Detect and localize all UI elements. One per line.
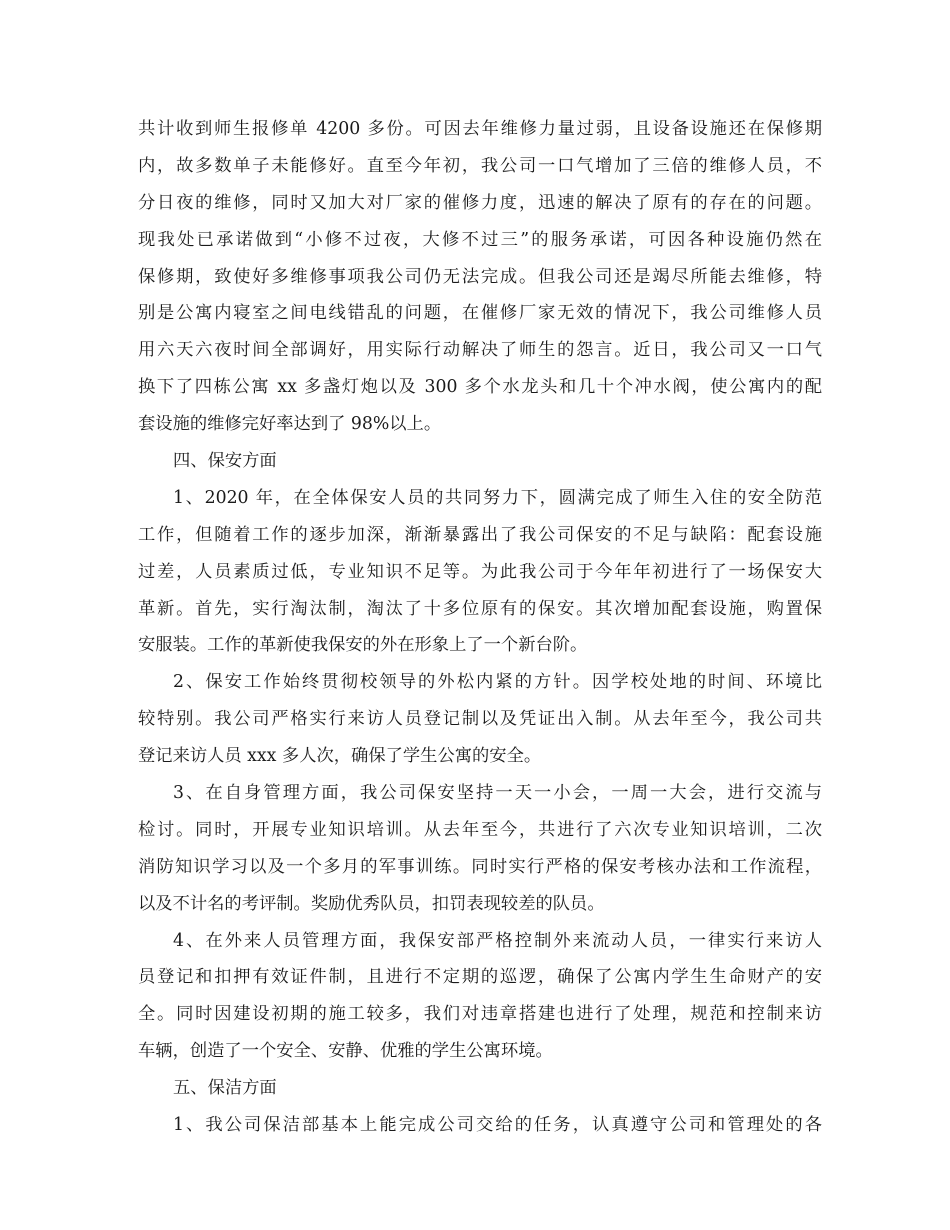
text-line [138,849,822,886]
text-line [138,701,822,738]
text-line [138,738,822,775]
text-line-content: 分日夜的维修，同时又加大对厂家的催修力度，迅速的解决了原有的存在的问题。 [138,192,822,213]
text-line-content: 检讨。同时，开展专业知识培训。从去年至今，共进行了六次专业知识培训，二次 [138,819,822,840]
text-line-content: 较特别。我公司严格实行来访人员登记制以及凭证出入制。从去年至今，我公司共 [138,709,822,730]
text-line [138,480,822,517]
text-line-content: 1、我公司保洁部基本上能完成公司交给的任务，认真遵守公司和管理处的各 [173,1115,822,1136]
text-line [138,517,822,554]
text-line [138,775,822,812]
text-line [138,664,822,701]
text-line [138,406,822,443]
text-line-content: 2、保安工作始终贯彻校领导的外松内紧的方针。因学校处地的时间、环境比 [173,672,822,693]
text-line-content: 保修期，致使好多维修事项我公司仍无法完成。但我公司还是竭尽所能去维修，特 [138,266,822,287]
text-line [138,886,822,923]
text-line-content: 安服装。工作的革新使我保安的外在形象上了一个新台阶。 [138,635,588,656]
text-line-content: 现我处已承诺做到“小修不过夜，大修不过三”的服务承诺，可因各种设施仍然在 [138,229,822,250]
text-line [138,222,822,259]
text-line [138,295,822,332]
text-line-content: 全。同时因建设初期的施工较多，我们对违章搭建也进行了处理，规范和控制来访 [138,1004,822,1025]
text-line-content: 员登记和扣押有效证件制，且进行不定期的巡逻，确保了公寓内学生生命财产的安 [138,967,822,988]
text-line [138,812,822,849]
text-line [138,923,822,960]
text-line-content: 消防知识学习以及一个多月的军事训练。同时实行严格的保安考核办法和工作流程， [138,856,822,877]
text-line [138,1107,822,1144]
text-line-content: 1、2020 年，在全体保安人员的共同努力下，圆满完成了师生入住的安全防范 [173,487,822,508]
text-line-content: 五、保洁方面 [173,1078,277,1099]
text-line [138,332,822,369]
text-line [138,1070,822,1107]
text-line [138,591,822,628]
text-line-content: 内，故多数单子未能修好。直至今年初，我公司一口气增加了三倍的维修人员，不 [138,155,822,176]
text-line-content: 革新。首先，实行淘汰制，淘汰了十多位原有的保安。其次增加配套设施，购置保 [138,598,822,619]
text-line [138,959,822,996]
text-line-content: 4、在外来人员管理方面，我保安部严格控制外来流动人员，一律实行来访人 [173,930,822,951]
text-line [138,1033,822,1070]
text-line-content: 别是公寓内寝室之间电线错乱的问题，在催修厂家无效的情况下，我公司维修人员 [138,303,822,324]
text-line-content: 四、保安方面 [173,451,277,472]
text-line-content: 3、在自身管理方面，我公司保安坚持一天一小会，一周一大会，进行交流与 [173,783,822,804]
text-line [138,369,822,406]
text-line-content: 共计收到师生报修单 4200 多份。可因去年维修力量过弱，且设备设施还在保修期 [138,119,822,139]
text-line [138,996,822,1033]
text-line [138,443,822,480]
text-line [138,627,822,664]
text-line-content: 登记来访人员 xxx 多人次，确保了学生公寓的安全。 [138,746,542,767]
text-line-content: 车辆，创造了一个安全、安静、优雅的学生公寓环境。 [138,1041,553,1062]
text-line-content: 以及不计名的考评制。奖励优秀队员，扣罚表现较差的队员。 [138,893,605,914]
text-line-content: 过差，人员素质过低，专业知识不足等。为此我公司于今年年初进行了一场保安大 [138,561,822,582]
text-line [138,185,822,222]
text-line [138,111,822,148]
text-line [138,554,822,591]
text-line-content: 工作，但随着工作的逐步加深，渐渐暴露出了我公司保安的不足与缺陷：配套设施 [138,524,822,545]
text-line [138,259,822,296]
text-line-content: 用六天六夜时间全部调好，用实际行动解决了师生的怨言。近日，我公司又一口气 [138,340,822,361]
text-line-content: 套设施的维修完好率达到了 98%以上。 [138,414,442,435]
document-body [138,111,822,1144]
text-line [138,148,822,185]
text-line-content: 换下了四栋公寓 xx 多盏灯炮以及 300 多个水龙头和几十个冲水阀，使公寓内的配 [138,377,822,398]
